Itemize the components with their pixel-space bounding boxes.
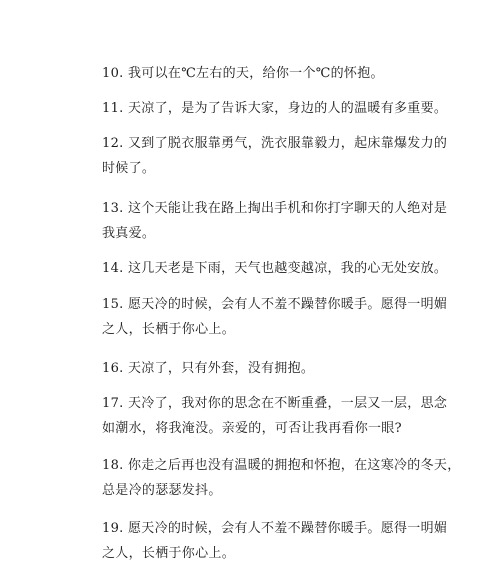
list-item: [102, 61, 432, 86]
list-item: [102, 196, 448, 246]
entry-line: 17. 天冷了，我对你的思念在不断重叠，一层又一层，思念: [102, 396, 448, 411]
list-item: [102, 292, 448, 342]
list-item: [102, 131, 448, 181]
entry-line: 之人，长栖于你心上。: [102, 322, 236, 337]
entry-line: 11. 天凉了，是为了告诉大家，身边的人的温暖有多重要。: [102, 101, 448, 116]
entry-line: 15. 愿天冷的时候，会有人不羞不躁替你暖手。愿得一明媚: [102, 297, 448, 312]
entry-line: 总是冷的瑟瑟发抖。: [102, 483, 222, 498]
entry-line: 之人，长栖于你心上。: [102, 546, 236, 561]
list-item: [102, 356, 432, 381]
list-item: [102, 391, 448, 441]
entry-line: 我真爱。: [102, 226, 156, 241]
entry-line: 时候了。: [102, 161, 156, 176]
list-item: [102, 96, 448, 121]
entry-line: 19. 愿天冷的时候，会有人不羞不躁替你暖手。愿得一明媚: [102, 521, 448, 536]
entry-line: 如潮水，将我淹没。亲爱的，可否让我再看你一眼?: [102, 421, 402, 436]
entry-line: 12. 又到了脱衣服靠勇气，洗衣服靠毅力，起床靠爆发力的: [102, 136, 448, 151]
list-item: [102, 453, 461, 503]
entry-line: 14. 这几天老是下雨，天气也越变越凉，我的心无处安放。: [102, 261, 448, 276]
entry-line: 18. 你走之后再也没有温暖的拥抱和怀抱，在这寒冷的冬天，: [102, 458, 461, 473]
list-item: [102, 516, 448, 566]
entry-line: 16. 天凉了，只有外套，没有拥抱。: [102, 361, 315, 376]
entry-line: 13. 这个天能让我在路上掏出手机和你打字聊天的人绝对是: [102, 201, 448, 216]
list-item: [102, 256, 448, 281]
entry-line: 10. 我可以在℃左右的天，给你一个℃的怀抱。: [102, 66, 384, 81]
